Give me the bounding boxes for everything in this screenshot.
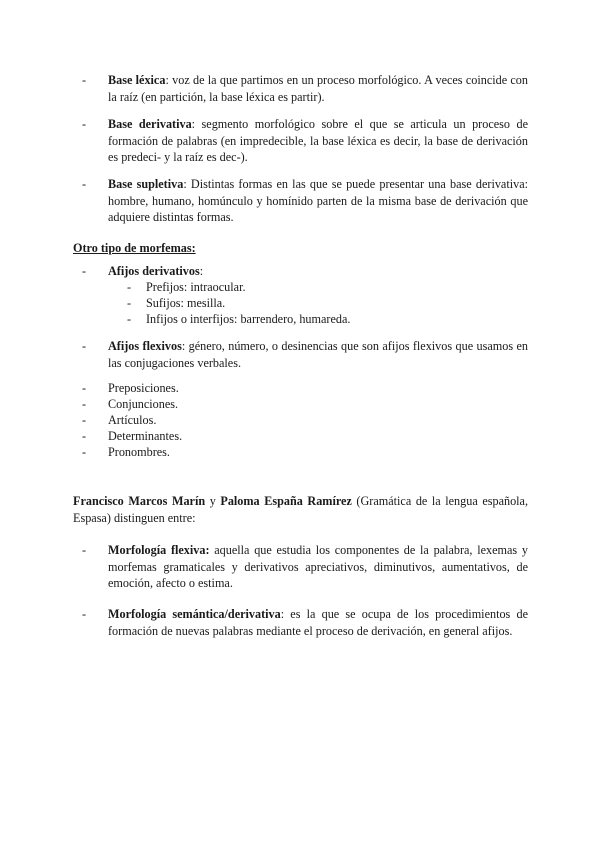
list-item-base-lexica bbox=[82, 72, 528, 105]
word-class: Determinantes. bbox=[108, 429, 183, 443]
sub-item-text: Sufijos: mesilla. bbox=[146, 296, 226, 310]
definition: : voz de la que partimos en un proceso morfológico. A veces coincide con la raíz (en partición, la base léxica es partir). bbox=[108, 73, 528, 104]
definition: : bbox=[199, 264, 204, 278]
list-item-conjunciones bbox=[82, 396, 528, 413]
list-item-morfologia-semantica bbox=[82, 606, 528, 639]
sub-item-text: Infijos o interfijos: barrendero, humareda. bbox=[146, 312, 351, 326]
bullet-dash: - bbox=[82, 413, 87, 427]
list-item-pronombres bbox=[82, 444, 528, 461]
definition: aquella que estudia los componentes de la palabra, lexemas y morfemas gramaticales y derivativos apreciativos, diminutivos, aumentativos, de emoción, afecto o estima. bbox=[108, 543, 528, 590]
term: Base supletiva bbox=[108, 177, 184, 191]
sub-item-sufijos bbox=[127, 295, 507, 312]
bullet-dash: - bbox=[82, 543, 87, 557]
list-item-afijos-flexivos bbox=[82, 338, 529, 371]
sub-item-prefijos bbox=[127, 279, 507, 296]
word-class: Preposiciones. bbox=[108, 381, 179, 395]
bullet-dash: - bbox=[127, 280, 132, 294]
sub-item-text: Prefijos: intraocular. bbox=[146, 280, 246, 294]
definition: : segmento morfológico sobre el que se articula un proceso de formación de palabras (en impredecible, la base léxica es decir, la base de derivación es predeci- y la raíz es dec-). bbox=[108, 117, 528, 164]
bullet-dash: - bbox=[82, 339, 87, 353]
bullet-dash: - bbox=[82, 607, 87, 621]
term: Base derivativa bbox=[108, 117, 192, 131]
list-item-afijos-derivativos bbox=[82, 263, 528, 280]
definition: : es la que se ocupa de los procedimientos de formación de nuevas palabras mediante el proceso de derivación, en general afijos. bbox=[108, 607, 528, 638]
authors-paragraph bbox=[73, 493, 528, 526]
list-item-preposiciones bbox=[82, 380, 528, 397]
list-item-morfologia-flexiva bbox=[82, 542, 528, 592]
bullet-dash: - bbox=[82, 264, 87, 278]
definition: : Distintas formas en las que se puede presentar una base derivativa: hombre, humano, homúnculo y homínido parten de la misma base de derivación que adquiere distintas formas. bbox=[108, 177, 528, 224]
term: Morfología flexiva: bbox=[108, 543, 210, 557]
bullet-dash: - bbox=[82, 73, 87, 87]
bullet-dash: - bbox=[127, 296, 132, 310]
bullet-dash: - bbox=[82, 397, 87, 411]
term: Afijos flexivos bbox=[108, 339, 182, 353]
list-item-articulos bbox=[82, 412, 528, 429]
sub-item-infijos bbox=[127, 311, 507, 328]
term: Base léxica bbox=[108, 73, 166, 87]
word-class: Conjunciones. bbox=[108, 397, 179, 411]
list-item-base-supletiva bbox=[82, 176, 528, 226]
bullet-dash: - bbox=[82, 381, 87, 395]
word-class: Pronombres. bbox=[108, 445, 170, 459]
bullet-dash: - bbox=[82, 445, 87, 459]
definition: : género, número, o desinencias que son afijos flexivos que usamos en las conjugaciones verbales. bbox=[108, 339, 529, 370]
list-item-base-derivativa bbox=[82, 116, 528, 166]
term: Morfología semántica/derivativa bbox=[108, 607, 281, 621]
bullet-dash: - bbox=[82, 429, 87, 443]
author-name: Francisco Marcos Marín bbox=[73, 494, 206, 508]
term: Afijos derivativos bbox=[108, 264, 200, 278]
list-item-determinantes bbox=[82, 428, 528, 445]
conjunction: y bbox=[205, 494, 221, 508]
bullet-dash: - bbox=[82, 117, 87, 131]
author-name: Paloma España Ramírez bbox=[220, 494, 352, 508]
bullet-dash: - bbox=[127, 312, 132, 326]
section-heading: Otro tipo de morfemas: bbox=[73, 241, 196, 255]
word-class: Artículos. bbox=[108, 413, 157, 427]
bullet-dash: - bbox=[82, 177, 87, 191]
paragraph-text: (Gramática de la lengua española, Espasa) distinguen entre: bbox=[73, 494, 529, 525]
